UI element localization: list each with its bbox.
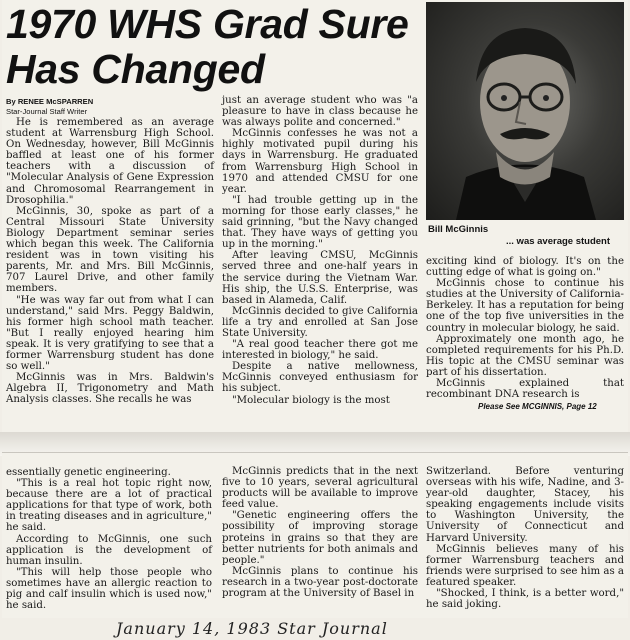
handwritten-date-note: January 14, 1983 Star Journal [116,619,388,638]
paragraph: Despite a native mellowness, McGinnis conveyed enthusiasm for his subject. [222,361,418,395]
article-column-2 [222,95,418,406]
paragraph: essentially genetic engineering. [6,467,171,478]
paragraph: "He was way far out from what I can understand," said Mrs. Peggy Baldwin, his former high school math teacher. "But I really enjoyed hearing him speak. It is very gratifying to see that a former Warrensburg student has done so well." [6,294,214,373]
headline: 1970 WHS Grad Sure Has Changed [6,1,409,92]
paragraph: Switzerland. Before venturing overseas with his wife, Nadine, and 3-year-old daughter, Stacey, his speaking engagements include visits to Washington University, the University of Connecticut and Harvard University. [426,466,624,544]
portrait-illustration [426,2,624,220]
continuation-column-1 [6,467,212,611]
paragraph: According to McGinnis, one such application is the development of human insulin. [6,533,212,567]
paragraph: McGinnis plans to continue his research in a two-year post-doctorate program at the University of Basel in [222,565,418,600]
paragraph: He is remembered as an average student at Warrensburg High School. On Wednesday, however, Bill McGinnis baffled at least one of his former teachers with a discussion of "Molecular Analysis of Gene Expression and Chromosomal Rearrangement in Drosophilia." [6,117,214,206]
paragraph: McGinnis explained that recombinant DNA research is [426,378,624,401]
paragraph: McGinnis, 30, spoke as part of a Central Missouri State University Biology Department seminar series which began this week. The California resident was in town visiting his parents, Mr. and Mrs. Bill McGinnis, 707 Laurel Drive, and other family members. [6,205,214,295]
photo-caption-name: Bill McGinnis [428,224,489,235]
paragraph: "Molecular biology is the most [232,394,390,406]
paragraph: just an average student who was "a pleasure to have in class because he was always polite and concerned." [222,95,418,129]
paragraph: "Genetic engineering offers the possibility of improving storage proteins in grains so that they are better nutrients for both animals and people." [222,510,418,566]
paragraph: McGinnis confesses he was not a highly motivated pupil during his days in Warrensburg. He graduated from Warrensburg High School in 1970 and attended CMSU for one year. [222,128,418,195]
byline [6,97,221,117]
portrait-photo [426,2,624,220]
paragraph: "Shocked, I think, is a better word," he said joking. [426,588,624,611]
paragraph: "This will help those people who sometimes have an allergic reaction to pig and calf insulin which is used now," he said. [6,566,212,612]
byline-author: By RENEE McSPARREN [6,97,94,106]
paragraph: McGinnis believes many of his former Warrensburg teachers and friends were surprised to see him as a featured speaker. [426,543,625,588]
paragraph: After leaving CMSU, McGinnis served three and one-half years in the service during the Vietnam War. His ship, the U.S.S. Enterprise, was based in Alameda, Calif. [222,250,418,306]
paragraph: McGinnis predicts that in the next five to 10 years, several agricultural products will be available to improve feed value. [222,466,418,511]
continuation-column-2 [222,466,418,599]
paragraph: Approximately one month ago, he completed requirements for his Ph.D. His topic at the CMSU seminar was part of his dissertation. [426,333,624,378]
article-column-3 [426,256,624,400]
jump-line: Please See MCGINNIS, Page 12 [478,402,597,411]
paragraph: McGinnis was in Mrs. Baldwin's Algebra II, Trigonometry and Math Analysis classes. She recalls he was [6,372,214,406]
paragraph: McGinnis chose to continue his studies at the University of California-Berkeley. It has a reputation for being one of the top five universities in the country in molecular biology, he said. [426,278,624,334]
paragraph: McGinnis decided to give California life a try and enrolled at San Jose State University. [222,305,418,339]
paragraph: exciting kind of biology. It's on the cutting edge of what is going on." [426,256,624,279]
article-column-1 [6,117,214,405]
paragraph: "I had trouble getting up in the morning for those early classes," he said grinning, "but the Navy changed that. They have ways of getting you up in the morning." [222,194,418,251]
continuation-column-3 [426,466,624,610]
paragraph: "This is a real hot topic right now, because there are a lot of practical applications for that type of work, both in treating diseases and in agriculture," he said. [6,478,212,534]
photo-caption-desc: ... was average student [506,236,611,247]
byline-staff: Star-Journal Staff Writer [6,107,88,116]
paragraph: "A real good teacher there got me interested in biology," he said. [222,339,418,362]
